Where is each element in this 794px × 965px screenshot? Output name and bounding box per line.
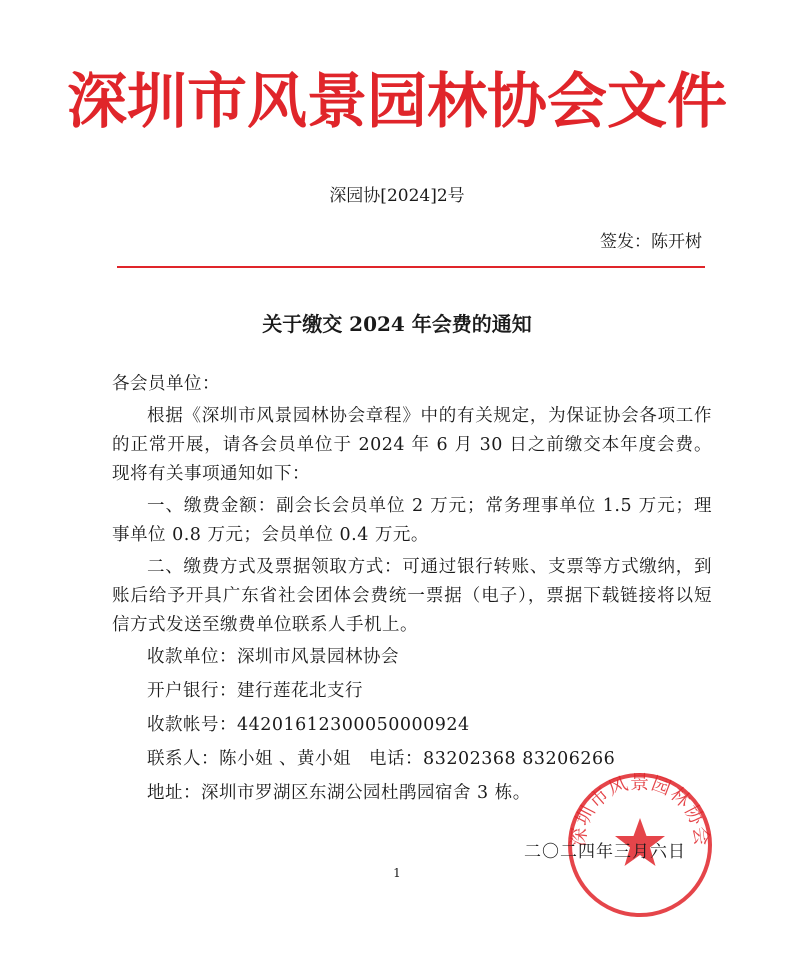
document-header-title: 深圳市风景园林协会文件 (67, 67, 727, 137)
signer: 签发：陈开树 (600, 232, 702, 252)
seal-text: 深圳市风景园林协会 (567, 771, 713, 848)
paragraph-fee-amount: 一、缴费金额：副会长会员单位 2 万元；常务理事单位 1.5 万元；理事单位 0.8 万元；会员单位 0.4 万元。 (112, 496, 712, 545)
document-number: 深园协[2024]2号 (329, 186, 465, 206)
info-payee: 收款单位：深圳市风景园林协会 (147, 647, 399, 667)
info-contact: 联系人：陈小姐 、黄小姐 电话：83202368 83206266 (147, 749, 616, 769)
notice-body (112, 370, 712, 813)
paragraph-payment-method: 二、缴费方式及票据领取方式：可通过银行转账、支票等方式缴纳，到账后给予开具广东省社会团体会费统一票据（电子），票据下载链接将以短信方式发送至缴费单位联系人手机上。 (112, 557, 712, 635)
info-account: 收款帐号：44201612300050000924 (147, 715, 470, 735)
salutation: 各会员单位： (112, 374, 220, 394)
info-bank: 开户银行：建行莲花北支行 (147, 681, 363, 701)
info-address: 地址：深圳市罗湖区东湖公园杜鹃园宿舍 3 栋。 (147, 783, 531, 803)
red-divider-line (117, 266, 705, 268)
page-number: 1 (393, 866, 401, 880)
paragraph-intro: 根据《深圳市风景园林协会章程》中的有关规定，为保证协会各项工作的正常开展，请各会员单位于 2024 年 6 月 30 日之前缴交本年度会费。现将有关事项通知如下： (112, 406, 712, 484)
notice-title: 关于缴交 2024 年会费的通知 (262, 312, 532, 336)
document-date: 二〇二四年三月六日 (524, 842, 686, 862)
